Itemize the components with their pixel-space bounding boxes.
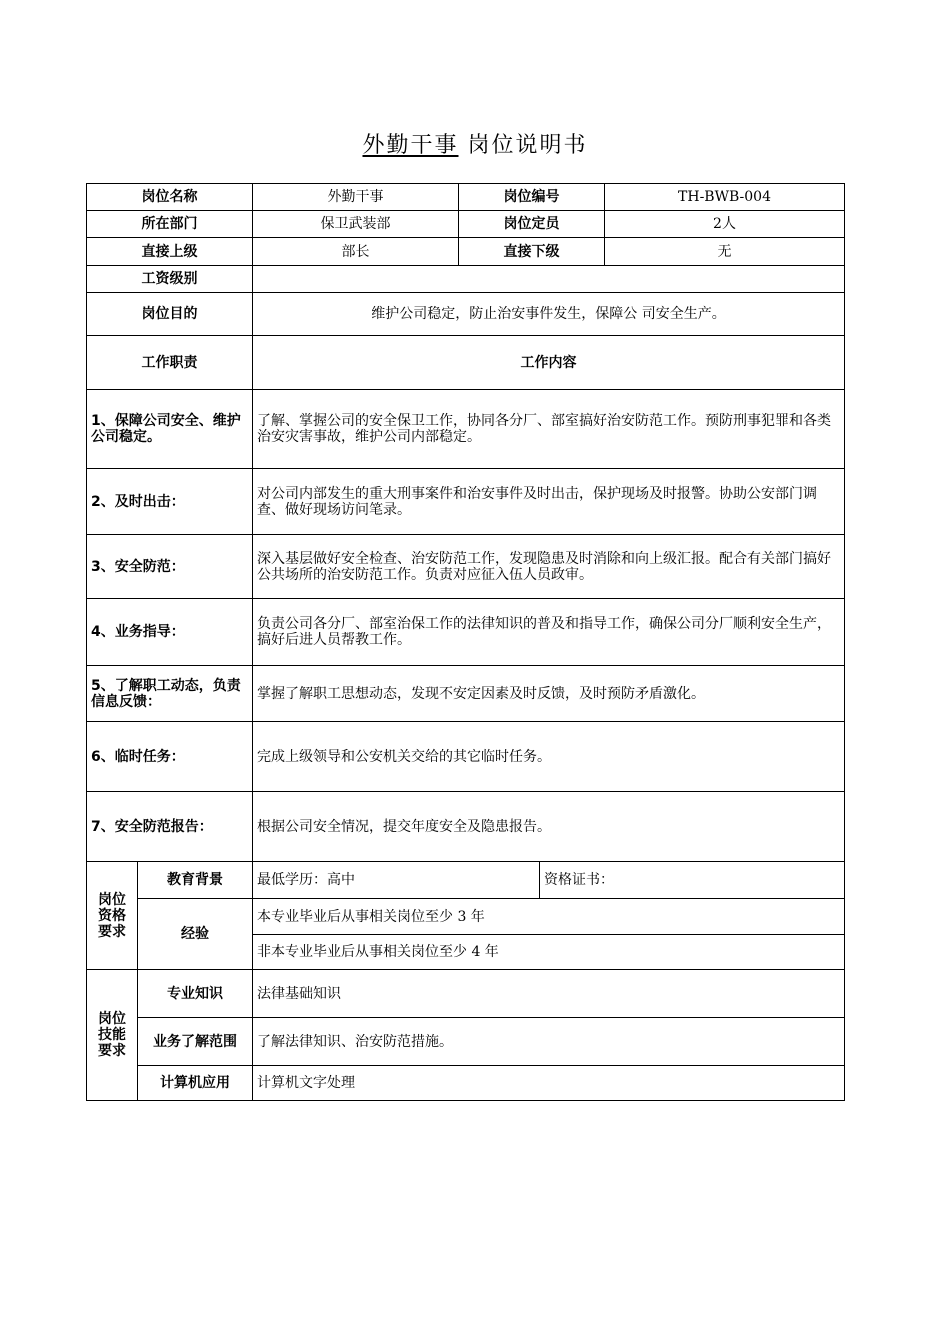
qualification-group-label: 岗位资格要求	[87, 862, 138, 970]
page-title	[0, 128, 950, 159]
duties-label: 工作职责	[87, 336, 253, 390]
business-scope-value: 了解法律知识、治安防范措施。	[253, 1018, 845, 1066]
purpose-text: 维护公司稳定，防止治安事件发生，保障公 司安全生产。	[253, 293, 845, 336]
title-job-name: 外勤干事	[362, 133, 459, 158]
skills-group-label: 岗位技能要求	[87, 970, 138, 1101]
education-value: 最低学历：高中	[253, 862, 540, 899]
duty-title: 2、及时出击：	[87, 469, 253, 535]
duty-title: 6、临时任务：	[87, 722, 253, 792]
headcount-label: 岗位定员	[459, 211, 605, 238]
experience-value-2: 非本专业毕业后从事相关岗位至少 4 年	[253, 935, 845, 970]
subordinate-label: 直接下级	[459, 238, 605, 266]
duty-title: 5、了解职工动态，负责信息反馈：	[87, 666, 253, 722]
duty-content: 掌握了解职工思想动态，发现不安定因素及时反馈，及时预防矛盾激化。	[253, 666, 845, 722]
duty-content: 完成上级领导和公安机关交给的其它临时任务。	[253, 722, 845, 792]
business-scope-label: 业务了解范围	[138, 1018, 253, 1066]
superior-label: 直接上级	[87, 238, 253, 266]
headcount-value: 2人	[605, 211, 845, 238]
position-name-value: 外勤干事	[253, 184, 459, 211]
certificate-value: 资格证书：	[540, 862, 845, 899]
knowledge-value: 法律基础知识	[253, 970, 845, 1018]
duty-title: 4、业务指导：	[87, 599, 253, 666]
computer-label: 计算机应用	[138, 1066, 253, 1101]
duty-title: 7、安全防范报告：	[87, 792, 253, 862]
duty-content: 负责公司各分厂、部室治保工作的法律知识的普及和指导工作，确保公司分厂顺利安全生产，搞好后进人员帮教工作。	[253, 599, 845, 666]
experience-label: 经验	[138, 899, 253, 970]
title-suffix: 岗位说明书	[467, 133, 588, 158]
duty-content: 深入基层做好安全检查、治安防范工作，发现隐患及时消除和向上级汇报。配合有关部门搞好公共场所的治安防范工作。负责对应征入伍人员政审。	[253, 535, 845, 599]
superior-value: 部长	[253, 238, 459, 266]
subordinate-value: 无	[605, 238, 845, 266]
duty-title: 1、保障公司安全、维护公司稳定。	[87, 390, 253, 469]
position-code-value: TH-BWB-004	[605, 184, 845, 211]
work-content-label: 工作内容	[253, 336, 845, 390]
salary-label: 工资级别	[87, 266, 253, 293]
purpose-label: 岗位目的	[87, 293, 253, 336]
salary-value	[253, 266, 845, 293]
duty-content: 了解、掌握公司的安全保卫工作，协同各分厂、部室搞好治安防范工作。预防刑事犯罪和各类治安灾害事故，维护公司内部稳定。	[253, 390, 845, 469]
duty-content: 对公司内部发生的重大刑事案件和治安事件及时出击，保护现场及时报警。协助公安部门调查、做好现场访问笔录。	[253, 469, 845, 535]
duty-content: 根据公司安全情况，提交年度安全及隐患报告。	[253, 792, 845, 862]
position-name-label: 岗位名称	[87, 184, 253, 211]
education-label: 教育背景	[138, 862, 253, 899]
duty-title: 3、安全防范：	[87, 535, 253, 599]
experience-value-1: 本专业毕业后从事相关岗位至少 3 年	[253, 899, 845, 935]
computer-value: 计算机文字处理	[253, 1066, 845, 1101]
job-description-table	[86, 183, 845, 1101]
department-label: 所在部门	[87, 211, 253, 238]
position-code-label: 岗位编号	[459, 184, 605, 211]
knowledge-label: 专业知识	[138, 970, 253, 1018]
department-value: 保卫武装部	[253, 211, 459, 238]
